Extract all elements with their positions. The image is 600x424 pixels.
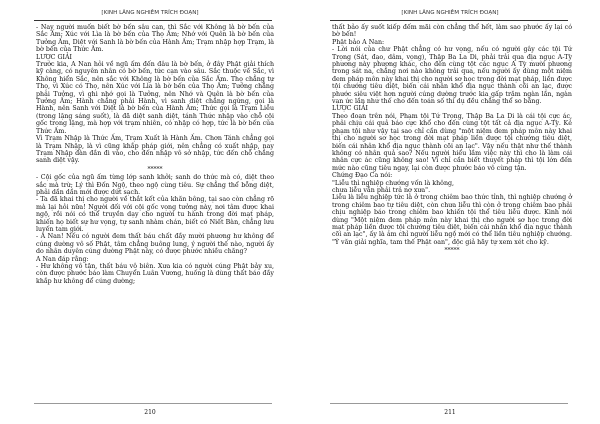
running-head-left: [KINH LĂNG NGHIÊM TRÍCH ĐOẠN] — [101, 10, 199, 16]
paragraph: Phật bảo A Nan: — [332, 38, 385, 46]
paragraph: - Cội gốc của ngũ ấm từng lớp sanh khởi; sanh do thức mà có, diệt theo sắc mà trừ; Lý thì Đốn Ngộ, theo ngộ cùng tiêu. Sự chẳng thể bỗng diệt, phải dần dần mới được dứt sạch. — [36, 174, 274, 196]
footer-rule-right — [330, 403, 568, 404]
paragraph: Trước kia, A Nan hỏi về ngũ ấm đến đâu là bờ bến, ở đây Phật giải thích kỹ càng, có nguyên nhân có bờ bến, tức cạn vào sâu. Sắc thuộc về Sắc, vì Không hiển Sắc, nên sắc với Không là bờ bến của Sắc Ấm. Thọ chẳng tự Thọ, vì Xúc có Thọ, nên Xúc với Lìa là bờ bến của Thọ Ấm; Tưởng chẳng phải Tưởng, vì ghi nhớ gọi là Tưởng, nên Nhớ và Quên là bờ bến của Tưởng Ấm; Hành chẳng phải Hành, vì sanh diệt chẳng ngừng, gọi là Hành, nên Sanh với Diệt là bờ bến của Hành Ấm; Thức gọi là Trạm Liễu (trong lặng sáng suốt), là đã diệt sanh diệt, tánh Thức nhập vào chỗ cội gốc trong lặng, mà hợp với trạm nhiên, có nhập có hợp, tức là bờ bến của Thức Ấm. — [36, 61, 274, 135]
page-number-left: 210 — [144, 409, 156, 416]
right-page — [300, 0, 600, 424]
paragraph: - Nay người muốn biết bờ bến sâu cạn, thì Sắc với Không là bờ bến của Sắc Ấm; Xúc với Lìa là bờ bến của Thọ Ấm; Nhớ với Quên là bờ bến của Tưởng Ấm, Diệt với Sanh là bờ bến của Hành Ấm; Trạm nhập hợp Trạm, là bờ bến của Thức Ấm. — [36, 24, 274, 54]
paragraph: Chứng Đạo Ca nói: — [332, 172, 393, 180]
paragraph: - Lời nói của chư Phật chẳng có hư vọng, nếu có người gây các tội Tứ Trọng (Sát, đạo, dâm, vọng), Thập Ba La Di, phải trải qua địa ngục A-Tỳ phương này phương khác, cho đến cùng tột các ngục A Tỳ mười phương trong sát na, chẳng nơi nào không trải qua, nếu người ấy dùng một niệm đem pháp môn này khai thị cho người sơ học trong đời mạt pháp, liền được tội chướng tiêu diệt, biến cái nhân khổ địa ngục thành cõi an lạc, được phước siêu việt hơn người cúng dường trước kia gấp trăm ngàn lần, ngàn vạn ức lần như thế cho đến toán số thí dụ đều chẳng thể so bằng. — [332, 46, 572, 106]
section-separator: ***** — [444, 247, 460, 255]
footer-rule-left — [34, 403, 272, 404]
paragraph: A Nan đáp rằng: — [36, 255, 89, 263]
paragraph: Liễu là liễu nghiệp tức là ở trong chiêm bao thức tỉnh, thì nghiệp chướng ở trong chiêm bao tự tiêu diệt, còn chưa liễu thì còn ở trong chiêm bao phải chịu nghiệp báo trong chiêm bao khiến tội thể tiêu liễu được. Kinh nói dùng "Một niệm đem pháp môn này khai thị cho người sơ học trong đời mạt pháp liền được tội chướng tiêu diệt, biến cái nhân khổ địa ngục thành cõi an lạc", ấy là ám chỉ người liễu ngộ mới có thể liền tiêu nghiệp chướng. "Ý văn giải nghĩa, tam thế Phật oan", độc giả hãy tự xem xét cho kỹ. — [332, 194, 572, 246]
verse-line: "Liễu thì nghiệp chướng vốn là không, — [332, 179, 455, 187]
header-rule-left — [34, 20, 272, 21]
page-number-right: 211 — [444, 409, 456, 416]
paragraph: Vì Trạm Nhập là Thức Ấm, Trạm Xuất là Hành Ấm. Chơn Tánh chẳng gọi là Trạm Nhập, là vì cũng khắp pháp giới, nên chẳng có xuất nhập, nay Trạm Nhập đàn đần đi vào, cho đến nhập vô sở nhập, tức đến chỗ chẳng sanh diệt vậy. — [36, 135, 274, 165]
paragraph: - Ta đã khai thị cho người về thắt kết của khăn bông, tại sao còn chẳng rõ mà lại hỏi nữa! Người đối với cội gốc vọng tưởng này, nơi tâm được khai ngộ, rồi nói có thể truyền dạy cho người tu hành trong đời mạt pháp, khiến họ biết sự hư vọng, tự sanh nhàm chán, biết có Niết Bàn, chẳng lưu luyến tam giới. — [36, 196, 274, 233]
paragraph: - Hư không vô tận, thất báu vô biên. Xưa kia có người cúng Phật bảy xu, còn được phước báo làm Chuyển Luân Vương, huống là dùng thất báo đầy khắp hư không để cúng dường; — [36, 263, 274, 285]
section-heading: LƯỢC GIẢI — [332, 105, 369, 113]
paragraph: - A Nan! Nếu có người đem thất báu chất đầy mười phương hư không để cúng dường vô số Phật, tâm chẳng buông lung, ý người thế nào, người ấy do nhân duyên cúng dường Phật này, có được phước nhiều chăng? — [36, 233, 274, 256]
left-page-body — [36, 24, 274, 285]
section-separator: ***** — [147, 165, 163, 173]
section-heading: LƯỢC GIẢI — [36, 53, 73, 61]
paragraph: thất bảo ấy suốt kiếp đếm mãi còn chẳng thể hết, làm sao phước ấy lại có bờ bến! — [332, 24, 572, 39]
right-page-body — [332, 24, 572, 256]
verse-line: chưa liễu vẫn phải trả nợ xưa". — [332, 186, 431, 194]
running-head-right: [KINH LĂNG NGHIÊM TRÍCH ĐOẠN] — [401, 10, 499, 16]
header-rule-right — [330, 20, 568, 21]
paragraph: Theo đoạn trên nói, Phạm tội Tứ Trọng, Thập Ba La Di là cái tội cực ác, phải chịu cái quả báo cực khổ cho đến cùng tột tất cả địa ngục A-Tỳ. Kẻ phạm tội như vậy tại sao chỉ cần dùng "một niệm đem pháp môn này khai thị cho người sơ học trong đời mạt pháp liền được tội chướng tiêu diệt, biến cái nhân khổ địa ngục thành cõi an lạc". Vậy nếu thật như thế thành không có nhân quả sao? Nếu người hiểu lầm việc này thì cho là làm cái nhân cực ác cũng không sao! Vì chỉ cần biết thuyết pháp thì tội lớn đến mức nào cũng tiêu ngay, lại còn được phước báo vô cùng tận. — [332, 112, 572, 172]
